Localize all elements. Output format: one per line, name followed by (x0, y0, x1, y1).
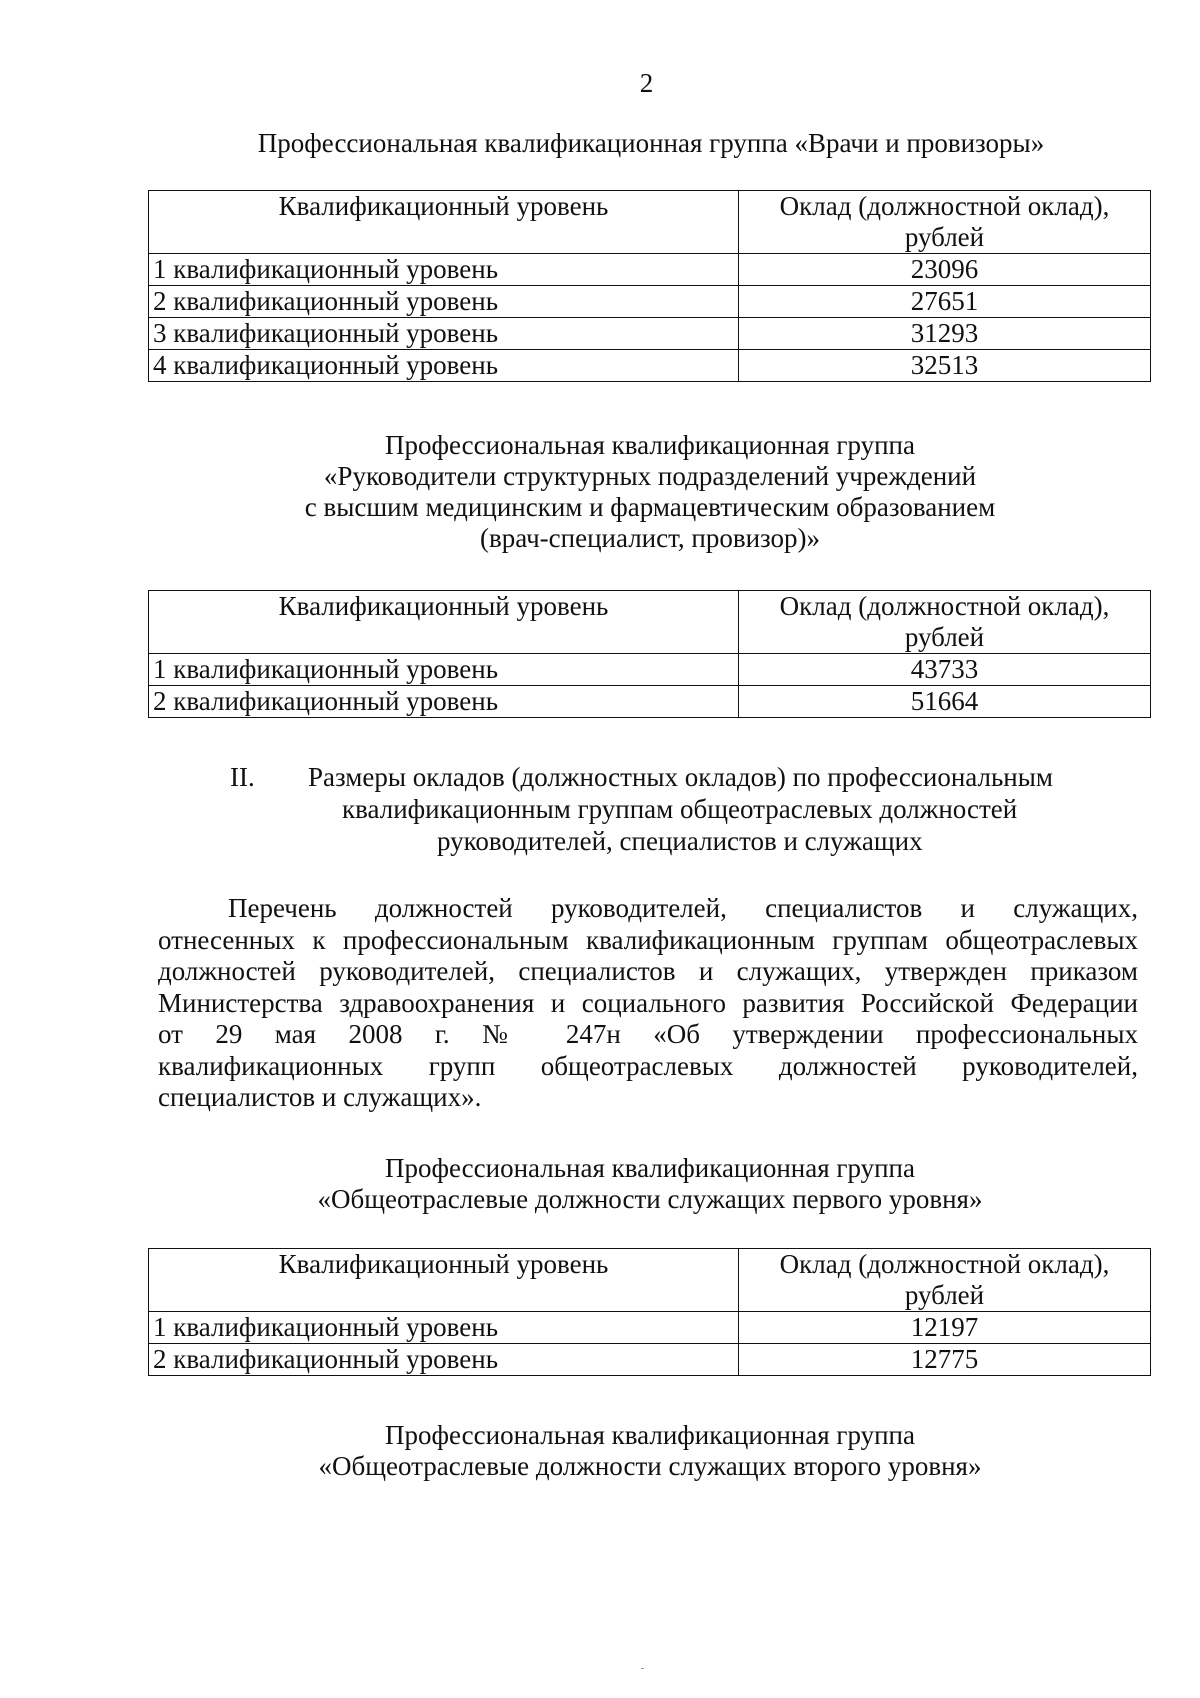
level-cell: 1 квалификационный уровень (149, 254, 739, 286)
section-title-line: руководителей, специалистов и служащих (437, 826, 923, 856)
salary-cell: 32513 (739, 350, 1151, 382)
level-cell: 1 квалификационный уровень (149, 654, 739, 686)
section-title-line: квалификационным группам общеотраслевых должностей (342, 794, 1018, 824)
level-cell: 2 квалификационный уровень (149, 286, 739, 318)
table-header-row (149, 1249, 1151, 1312)
header-salary-line2: рублей (904, 222, 985, 252)
header-level: Квалификационный уровень (149, 591, 739, 654)
group4-title-line: «Общеотраслевые должности служащих второго уровня» (318, 1451, 982, 1481)
salary-cell: 43733 (739, 654, 1151, 686)
salary-cell: 12775 (739, 1344, 1151, 1376)
level-cell: 4 квалификационный уровень (149, 350, 739, 382)
table-row (149, 1312, 1151, 1344)
level-cell: 1 квалификационный уровень (149, 1312, 739, 1344)
paragraph-line: отнесенных к профессиональным квалификационным группам общеотраслевых (158, 924, 1138, 955)
scan-artifact (641, 1668, 644, 1669)
group3-salary-table (148, 1248, 1151, 1376)
salary-cell: 23096 (739, 254, 1151, 286)
table-row (149, 254, 1151, 286)
header-level: Квалификационный уровень (149, 191, 739, 254)
paragraph-line: специалистов и служащих». (158, 1082, 482, 1112)
group2-salary-table (148, 590, 1151, 718)
group3-title (150, 1153, 1150, 1215)
salary-cell: 12197 (739, 1312, 1151, 1344)
header-level: Квалификационный уровень (149, 1249, 739, 1312)
group3-title-line: «Общеотраслевые должности служащих первого уровня» (317, 1184, 983, 1214)
paragraph-line: квалификационных групп общеотраслевых должностей руководителей, (158, 1050, 1138, 1081)
header-salary (739, 1249, 1151, 1312)
paragraph-line: должностей руководителей, специалистов и служащих, утвержден приказом (158, 956, 1138, 986)
table-header-row (149, 191, 1151, 254)
group1-title (150, 128, 1152, 159)
header-salary (739, 591, 1151, 654)
salary-cell: 51664 (739, 686, 1151, 718)
group1-salary-table (148, 190, 1151, 382)
paragraph-line: Министерства здравоохранения и социального развития Российской Федерации (158, 987, 1138, 1018)
group2-title-line: с высшим медицинским и фармацевтическим образованием (304, 492, 996, 522)
paragraph-line: от 29 мая 2008 г. № 247н «Об утверждении профессиональных (158, 1019, 1138, 1049)
section-number: II. (230, 762, 255, 792)
table-row (149, 318, 1151, 350)
salary-cell: 27651 (739, 286, 1151, 318)
level-cell: 3 квалификационный уровень (149, 318, 739, 350)
group2-title-line: «Руководители структурных подразделений учреждений (323, 461, 977, 491)
table-row (149, 1344, 1151, 1376)
header-salary-line1: Оклад (должностной оклад), (779, 191, 1110, 221)
table-row (149, 350, 1151, 382)
section-title-line: Размеры окладов (должностных окладов) по профессиональным (308, 762, 1053, 792)
header-salary-line1: Оклад (должностной оклад), (779, 1249, 1110, 1279)
group4-title (150, 1420, 1150, 1482)
group2-title (150, 430, 1150, 554)
table-header-row (149, 591, 1151, 654)
group3-title-line: Профессиональная квалификационная группа (385, 1153, 915, 1183)
level-cell: 2 квалификационный уровень (149, 1344, 739, 1376)
salary-cell: 31293 (739, 318, 1151, 350)
group2-title-line: (врач-специалист, провизор)» (479, 523, 821, 553)
group4-title-line: Профессиональная квалификационная группа (385, 1420, 915, 1450)
body-paragraph (158, 893, 1138, 1114)
header-salary (739, 191, 1151, 254)
group2-title-line: Профессиональная квалификационная группа (385, 430, 915, 460)
table-row (149, 654, 1151, 686)
level-cell: 2 квалификационный уровень (149, 686, 739, 718)
header-salary-line2: рублей (904, 1280, 985, 1310)
header-salary-line1: Оклад (должностной оклад), (779, 591, 1110, 621)
group1-title-line: Профессиональная квалификационная группа «Врачи и провизоры» (257, 128, 1045, 158)
header-salary-line2: рублей (904, 622, 985, 652)
page-number: 2 (639, 68, 654, 98)
table-row (149, 286, 1151, 318)
table-row (149, 686, 1151, 718)
paragraph-line: Перечень должностей руководителей, специалистов и служащих, (228, 893, 1138, 923)
